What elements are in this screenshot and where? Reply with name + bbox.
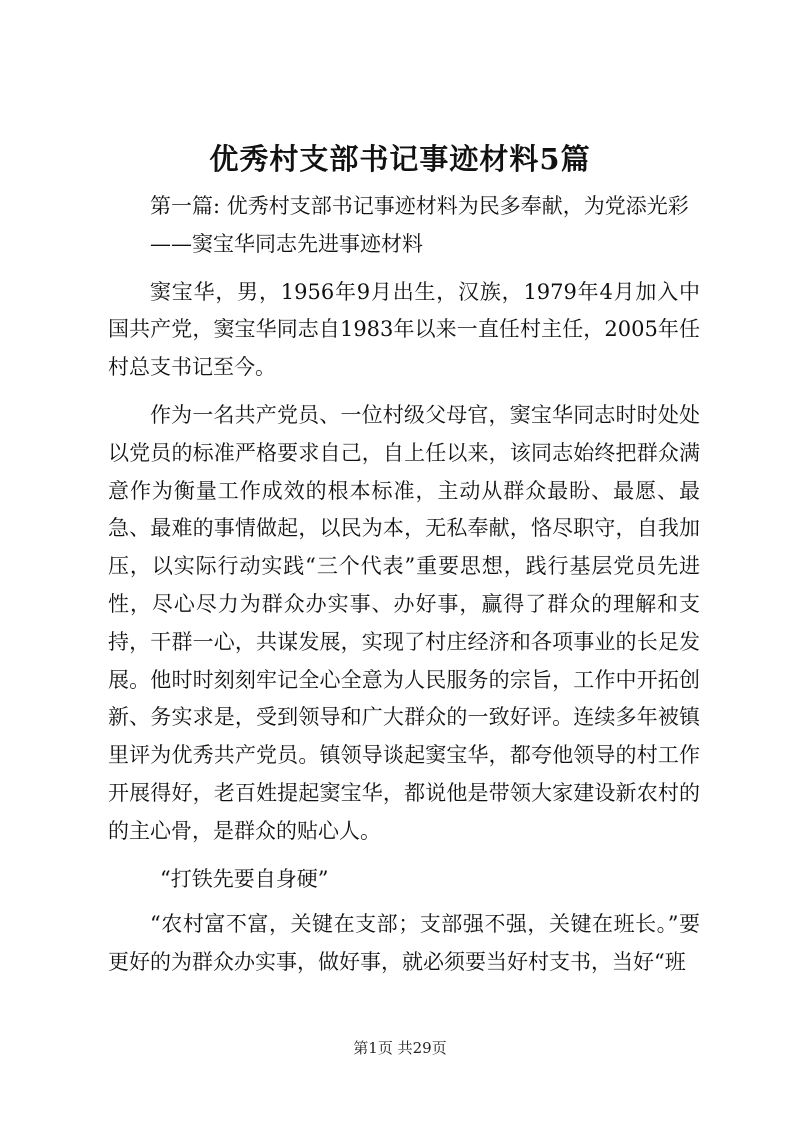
document-body xyxy=(108,188,700,992)
paragraph-main: 作为一名共产党员、一位村级父母官，窦宝华同志时时处处以党员的标准严格要求自己，自上任以来，该同志始终把群众满意作为衡量工作成效的根本标准，主动从群众最盼、最愿、最急、最难的事情做起，以民为本，无私奉献，恪尽职守，自我加压，以实际行动实践“三个代表”重要思想，践行基层党员先进性，尽心尽力为群众办实事、办好事，赢得了群众的理解和支持，干群一心，共谋发展，实现了村庄经济和各项事业的长足发展。他时时刻刻牢记全心全意为人民服务的宗旨，工作中开拓创新、务实求是，受到领导和广大群众的一致好评。连续多年被镇里评为优秀共产党员。镇领导谈起窦宝华，都夸他领导的村工作开展得好，老百姓提起窦宝华，都说他是带领大家建设新农村的的主心骨，是群众的贴心人。 xyxy=(108,402,700,843)
paragraph-intro: 窦宝华，男，1956年9月出生，汉族，1979年4月加入中国共产党，窦宝华同志自1983年以来一直任村主任，2005年任村总支书记至今。 xyxy=(108,279,700,380)
section-heading: “打铁先要自身硬” xyxy=(160,866,329,891)
paragraph-continued: “农村富不富，关键在支部；支部强不强，关键在班长。”要更好的为群众办实事，做好事，就必须要当好村支书，当好“班 xyxy=(108,912,700,975)
page-number-footer: 第1页 共29页 xyxy=(353,1039,447,1057)
document-title: 优秀村支部书记事迹材料5篇 xyxy=(209,142,591,176)
subtitle-line: 第一篇: 优秀村支部书记事迹材料为民多奉献，为党添光彩 xyxy=(150,194,689,218)
subtitle-byline: ——窦宝华同志先进事迹材料 xyxy=(150,231,423,256)
